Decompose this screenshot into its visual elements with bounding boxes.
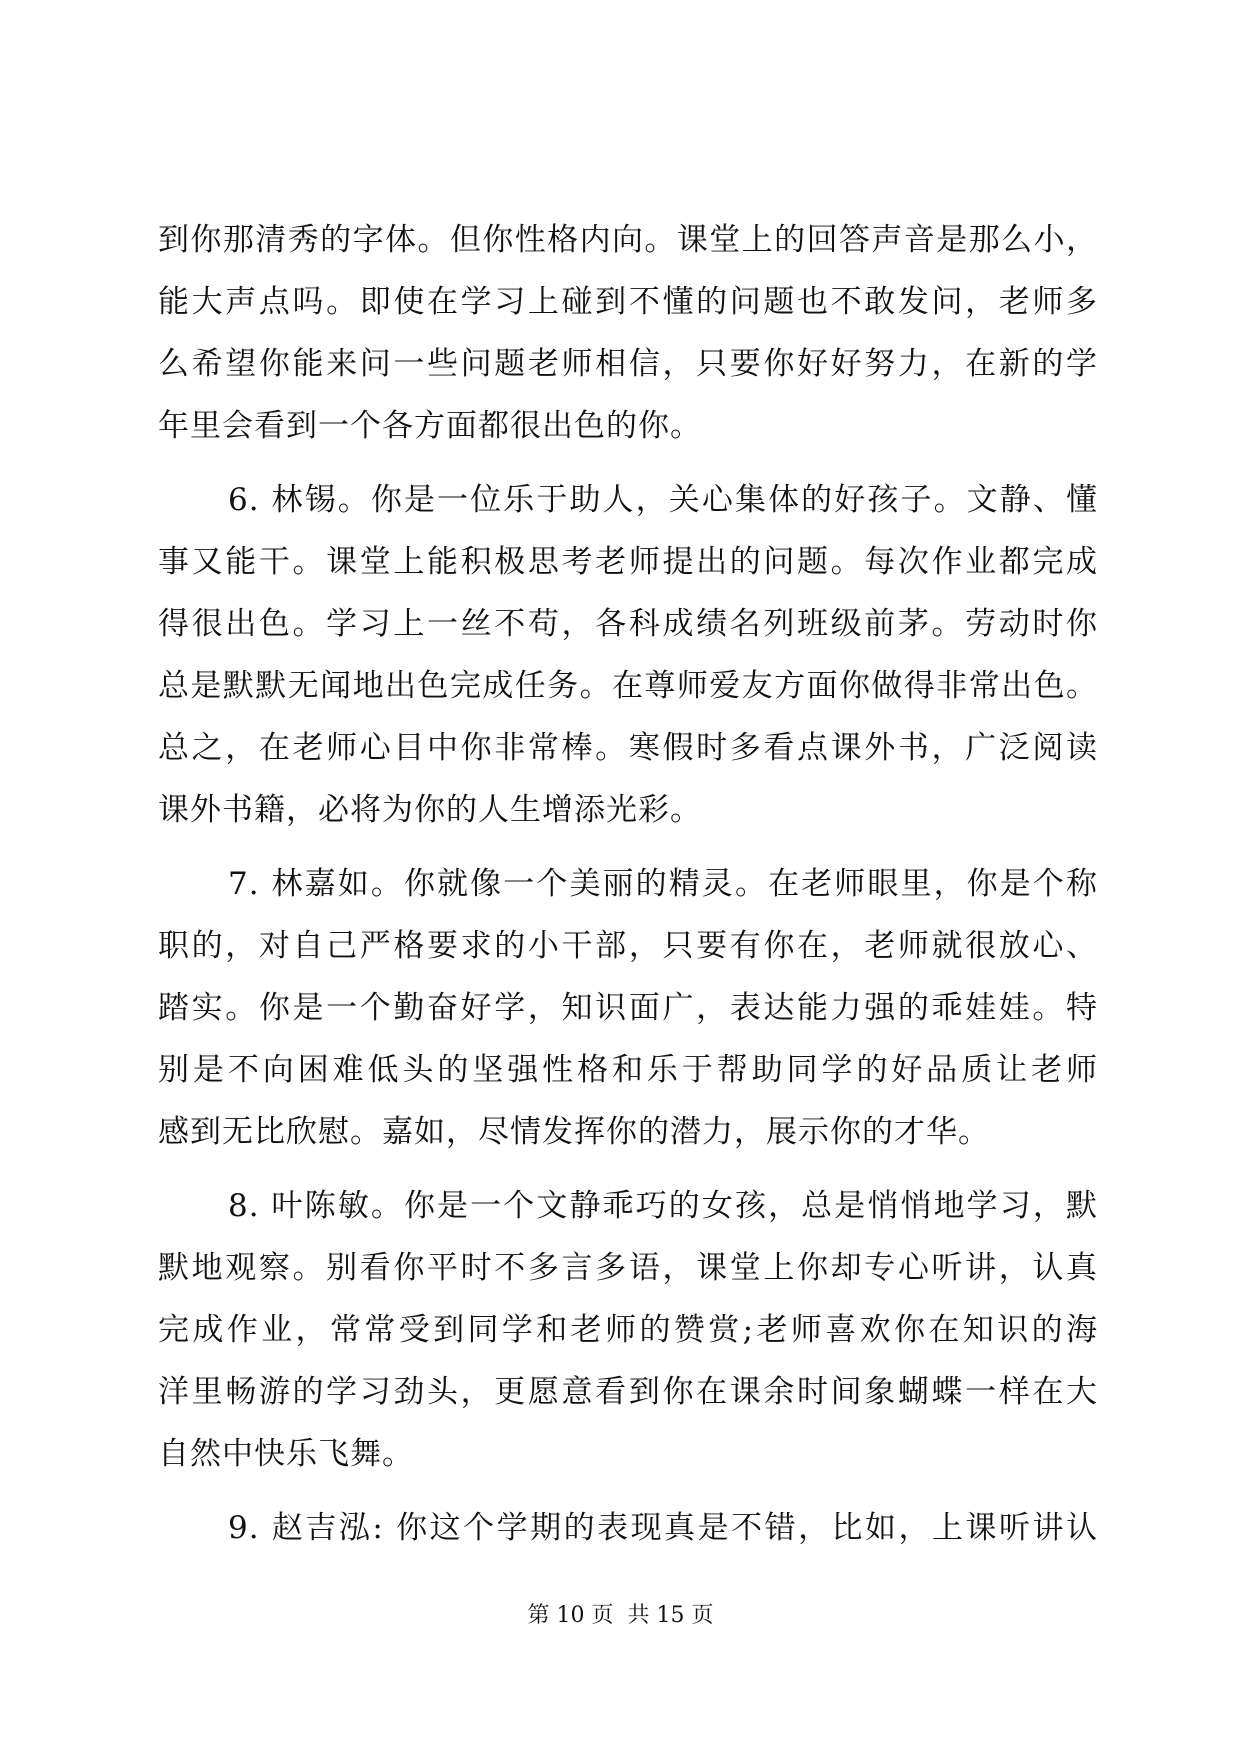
- paragraph-line: 9. 赵吉泓: 你这个学期的表现真是不错，比如，上课听讲认: [228, 1510, 1098, 1546]
- paragraph-line: 能大声点吗。即使在学习上碰到不懂的问题也不敢发问，老师多: [158, 284, 1098, 320]
- paragraph-line: 课外书籍，必将为你的人生增添光彩。: [158, 792, 702, 828]
- paragraph-line: 总之，在老师心目中你非常棒。寒假时多看点课外书，广泛阅读: [158, 730, 1098, 766]
- paragraph-line: 年里会看到一个各方面都很出色的你。: [158, 408, 702, 444]
- paragraph-line: 踏实。你是一个勤奋好学，知识面广，表达能力强的乖娃娃。特: [158, 990, 1098, 1026]
- paragraph-line: 6. 林锡。你是一位乐于助人，关心集体的好孩子。文静、懂: [228, 482, 1098, 518]
- paragraph-line: 事又能干。课堂上能积极思考老师提出的问题。每次作业都完成: [158, 544, 1098, 580]
- paragraph-line: 感到无比欣慰。嘉如，尽情发挥你的潜力，展示你的才华。: [158, 1114, 990, 1150]
- paragraph-line: 默地观察。别看你平时不多言多语，课堂上你却专心听讲，认真: [158, 1250, 1098, 1286]
- paragraph-line: 别是不向困难低头的坚强性格和乐于帮助同学的好品质让老师: [158, 1052, 1098, 1088]
- paragraph-line: 7. 林嘉如。你就像一个美丽的精灵。在老师眼里，你是个称: [228, 866, 1098, 902]
- paragraph-line: 到你那清秀的字体。但你性格内向。课堂上的回答声音是那么小，: [158, 222, 1098, 258]
- paragraph-line: 么希望你能来问一些问题老师相信，只要你好好努力，在新的学: [158, 346, 1098, 382]
- paragraph-line: 自然中快乐飞舞。: [158, 1436, 414, 1472]
- paragraph-line: 总是默默无闻地出色完成任务。在尊师爱友方面你做得非常出色。: [158, 668, 1098, 704]
- paragraph-line: 完成作业，常常受到同学和老师的赞赏;老师喜欢你在知识的海: [158, 1312, 1098, 1348]
- paragraph-line: 8. 叶陈敏。你是一个文静乖巧的女孩，总是悄悄地学习，默: [228, 1188, 1098, 1224]
- page-number-footer: 第 10 页 共 15 页: [527, 1603, 714, 1628]
- paragraph-line: 洋里畅游的学习劲头，更愿意看到你在课余时间象蝴蝶一样在大: [158, 1374, 1098, 1410]
- paragraph-line: 得很出色。学习上一丝不苟，各科成绩名列班级前茅。劳动时你: [158, 606, 1098, 642]
- paragraph-line: 职的，对自己严格要求的小干部，只要有你在，老师就很放心、: [158, 928, 1098, 964]
